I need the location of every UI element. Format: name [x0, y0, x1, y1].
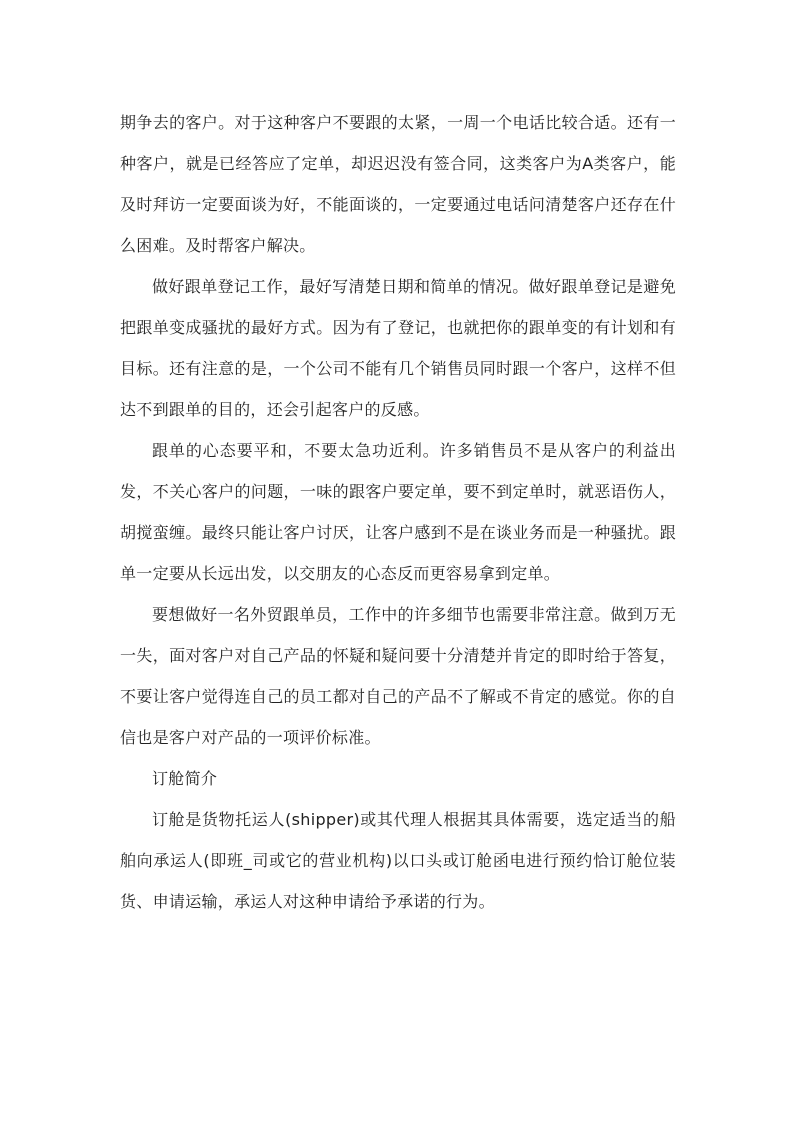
paragraph-merchandiser-details: 要想做好一名外贸跟单员，工作中的许多细节也需要非常注意。做到万无一失，面对客户对自己产品的怀疑和疑问要十分清楚并肯定的即时给于答复，不要让客户觉得连自己的员工都对自己的产品不了解或不肯定的感觉。你的自信也是客户对产品的一项评价标准。: [120, 605, 676, 747]
paragraph-tracking-record: 做好跟单登记工作，最好写清楚日期和简单的情况。做好跟单登记是避免把跟单变成骚扰的最好方式。因为有了登记，也就把你的跟单变的有计划和有目标。还有注意的是，一个公司不能有几个销售员同时跟一个客户，这样不但达不到跟单的目的，还会引起客户的反感。: [120, 277, 676, 419]
paragraph-booking-definition: 订舱是货物托运人(shipper)或其代理人根据其具体需要，选定适当的船舶向承运人(即班_司或它的营业机构)以口头或订舱函电进行预约恰订舱位装货、申请运输，承运人对这种申请给予承诺的行为。: [120, 810, 676, 911]
paragraph-follow-up-attitude: 跟单的心态要平和，不要太急功近利。许多销售员不是从客户的利益出发，不关心客户的问题，一味的跟客户要定单，要不到定单时，就恶语伤人，胡搅蛮缠。最终只能让客户讨厌，让客户感到不是在谈业务而是一种骚扰。跟单一定要从长远出发，以交朋友的心态反而更容易拿到定单。: [120, 441, 676, 583]
section-heading-booking-intro: 订舱简介: [152, 769, 218, 788]
paragraph-customer-follow-up: 期争去的客户。对于这种客户不要跟的太紧，一周一个电话比较合适。还有一种客户，就是已经答应了定单，却迟迟没有签合同，这类客户为A类客户，能及时拜访一定要面谈为好，不能面谈的，一定要通过电话问清楚客户还存在什么困难。及时帮客户解决。: [120, 113, 676, 255]
document-page: [120, 102, 676, 922]
